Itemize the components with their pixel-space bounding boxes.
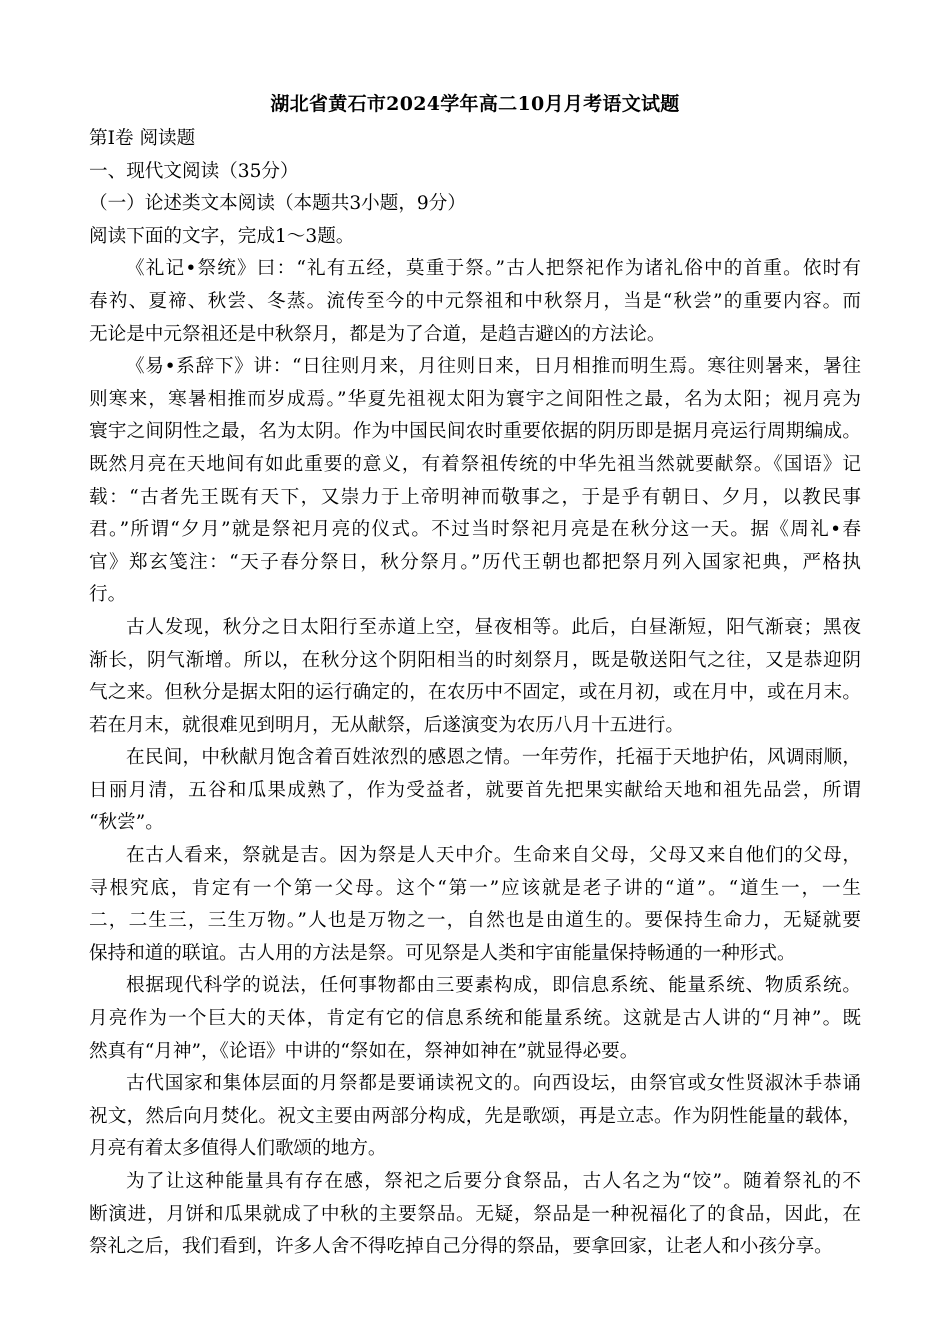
paragraph-line: 保持和道的联谊。古人用的方法是祭。可见祭是人类和宇宙能量保持畅通的一种形式。 <box>89 942 796 964</box>
paragraph-line: 月亮作为一个巨大的天体，肯定有它的信息系统和能量系统。这就是古人讲的“月神”。既 <box>89 1008 861 1030</box>
paragraph-line: 君。”所谓“夕月”就是祭祀月亮的仪式。不过当时祭祀月亮是在秋分这一天。据《周礼•春 <box>89 519 861 541</box>
paragraph-line: 寻根究底，肯定有一个第一父母。这个“第一”应该就是老子讲的“道”。“道生一，一生 <box>89 877 861 899</box>
passage-paragraph <box>89 1166 861 1264</box>
paragraph-line: 在民间，中秋献月饱含着百姓浓烈的感恩之情。一年劳作，托福于天地护佑，风调雨顺， <box>126 747 861 769</box>
passage-paragraph <box>89 970 861 1068</box>
paragraph-line: 既然月亮在天地间有如此重要的意义，有着祭祖传统的中华先祖当然就要献祭。《国语》记 <box>89 453 861 475</box>
passage <box>89 253 861 1263</box>
passage-paragraph <box>89 612 861 742</box>
passage-paragraph <box>89 253 861 351</box>
paragraph-line: 渐长，阴气渐增。所以，在秋分这个阴阳相当的时刻祭月，既是敬送阳气之往，又是恭迎阴 <box>89 649 861 671</box>
paragraph-line: 根据现代科学的说法，任何事物都由三要素构成，即信息系统、能量系统、物质系统。 <box>126 975 861 997</box>
paragraph-line: 日丽月清，五谷和瓜果成熟了，作为受益者，就要首先把果实献给天地和祖先品尝，所谓 <box>89 779 861 801</box>
paragraph-line: 《易•系辞下》讲：“日往则月来，月往则日来，日月相推而明生焉。寒往则暑来，暑往 <box>126 356 861 378</box>
passage-paragraph <box>89 1068 861 1166</box>
paragraph-line: 二，二生三，三生万物。”人也是万物之一，自然也是由道生的。要保持生命力，无疑就要 <box>89 910 861 932</box>
paragraph-line: 若在月末，就很难见到明月，无从献祭，后遂演变为农历八月十五进行。 <box>89 714 685 736</box>
paragraph-line: 官》郑玄笺注：“天子春分祭日，秋分祭月。”历代王朝也都把祭月列入国家祀典，严格执 <box>89 551 861 573</box>
paragraph-line: 古人发现，秋分之日太阳行至赤道上空，昼夜相等。此后，白昼渐短，阳气渐衰；黑夜 <box>126 616 861 638</box>
subsection-heading: （一）论述类文本阅读（本题共3小题，9分） <box>89 193 466 215</box>
paragraph-line: 祭礼之后，我们看到，许多人舍不得吃掉自己分得的祭品，要拿回家，让老人和小孩分享。 <box>89 1236 833 1258</box>
paragraph-line: 寰宇之间阴性之最，名为太阴。作为中国民间农时重要依据的阴历即是据月亮运行周期编成。 <box>89 421 861 443</box>
paragraph-line: 则寒来，寒暑相推而岁成焉。”华夏先祖视太阳为寰宇之间阳性之最，名为太阳；视月亮为 <box>89 388 861 410</box>
paragraph-line: “秋尝”。 <box>89 812 164 834</box>
paragraph-line: 月亮有着太多值得人们歌颂的地方。 <box>89 1138 387 1160</box>
paragraph-line: 古代国家和集体层面的月祭都是要诵读祝文的。向西设坛，由祭官或女性贤淑沐手恭诵 <box>126 1073 861 1095</box>
paragraph-line: 《礼记•祭统》曰：“礼有五经，莫重于祭。”古人把祭祀作为诸礼俗中的首重。依时有 <box>126 258 861 280</box>
exam-title: 湖北省黄石市2024学年高二10月月考语文试题 <box>270 93 680 115</box>
paragraph-line: 行。 <box>89 584 127 606</box>
exam-body <box>89 123 861 1264</box>
section-heading: 一、现代文阅读（35分） <box>89 160 299 182</box>
passage-paragraph <box>89 351 861 612</box>
paragraph-line: 春礿、夏禘、秋尝、冬蒸。流传至今的中元祭祖和中秋祭月，当是“秋尝”的重要内容。而 <box>89 290 861 312</box>
volume-heading: 第Ⅰ卷 阅读题 <box>89 128 196 149</box>
paragraph-line: 然真有“月神”，《论语》中讲的“祭如在，祭神如神在”就显得必要。 <box>89 1040 639 1062</box>
paragraph-line: 断演进，月饼和瓜果就成了中秋的主要祭品。无疑，祭品是一种祝福化了的食品，因此，在 <box>89 1203 861 1225</box>
paragraph-line: 气之来。但秋分是据太阳的运行确定的，在农历中不固定，或在月初，或在月中，或在月末。 <box>89 682 861 704</box>
paragraph-line: 在古人看来，祭就是吉。因为祭是人天中介。生命来自父母，父母又来自他们的父母， <box>126 845 861 867</box>
reading-instruction: 阅读下面的文字，完成1～3题。 <box>89 225 355 247</box>
paragraph-line: 无论是中元祭祖还是中秋祭月，都是为了合道，是趋吉避凶的方法论。 <box>89 323 666 345</box>
paragraph-line: 载：“古者先王既有天下，又崇力于上帝明神而敬事之，于是乎有朝日、夕月，以教民事 <box>89 486 861 508</box>
passage-paragraph <box>89 742 861 840</box>
paragraph-line: 祝文，然后向月焚化。祝文主要由两部分构成，先是歌颂，再是立志。作为阴性能量的载体， <box>89 1105 861 1127</box>
paragraph-line: 为了让这种能量具有存在感，祭祀之后要分食祭品，古人名之为“饺”。随着祭礼的不 <box>126 1171 861 1192</box>
passage-paragraph <box>89 840 861 970</box>
